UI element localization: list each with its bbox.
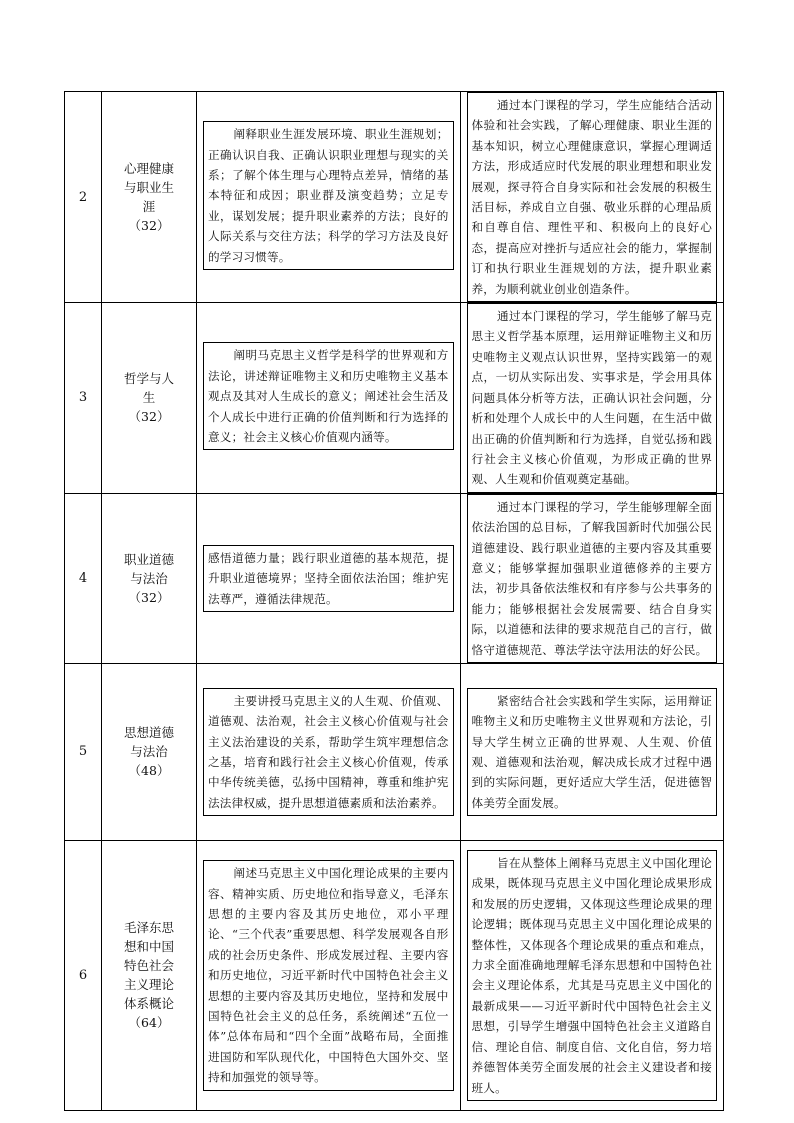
course-objectives-cell	[460, 663, 724, 840]
course-content: 阐释职业生涯发展环境、职业生涯规划；正确认识自我、正确认识职业理想与现实的关系；了解个体生理与心理特点差异，情绪的基本特征和成因；职业群及演变趋势；立足专业，谋划发展；提升职业素养的方法；良好的人际关系与交往方法；科学的学习方法及良好的学习习惯等。	[203, 121, 454, 270]
course-content-cell	[197, 663, 461, 840]
course-content-cell	[197, 303, 461, 494]
course-content-cell	[197, 92, 461, 303]
course-objectives-cell	[460, 493, 724, 663]
course-content: 阐述马克思主义中国化理论成果的主要内容、精神实质、历史地位和指导意义，毛泽东思想的主要内容及其历史地位，邓小平理论、“三个代表”重要思想、科学发展观各自形成的社会历史条件、形成发展过程、主要内容和历史地位，习近平新时代中国特色社会主义思想的主要内容及其历史地位，坚持和发展中国特色社会主义的总任务，系统阐述“五位一体”总体布局和“四个全面”战略布局，全面推进国防和军队现代化，中国特色大国外交、坚持和加强党的领导等。	[203, 860, 454, 1090]
row-number: 5	[65, 663, 102, 840]
table-row	[65, 493, 724, 663]
course-objectives-cell	[460, 840, 724, 1110]
course-content: 阐明马克思主义哲学是科学的世界观和方法论，讲述辩证唯物主义和历史唯物主义基本观点及其对人生成长的意义；阐述社会生活及个人成长中进行正确的价值判断和行为选择的意义；社会主义核心价值观内涵等。	[203, 342, 454, 450]
course-name: 哲学与人 生 （32）	[102, 303, 197, 494]
course-content-cell	[197, 493, 461, 663]
course-objectives-cell	[460, 303, 724, 494]
course-name: 思想道德 与法治 （48）	[102, 663, 197, 840]
course-objectives: 通过本门课程的学习，学生能够了解马克思主义哲学基本原理，运用辩证唯物主义和历史唯物主义观点认识世界，坚持实践第一的观点，一切从实际出发、实事求是，学会用具体问题具体分析等方法，正确认识社会问题，分析和处理个人成长中的人生问题，在生活中做出正确的价值判断和行为选择，自觉弘扬和践行社会主义核心价值观，为形成正确的世界观、人生观和价值观奠定基础。	[467, 303, 718, 493]
course-objectives: 通过本门课程的学习，学生能够理解全面依法治国的总目标，了解我国新时代加强公民道德建设、践行职业道德的主要内容及其重要意义；能够掌握加强职业道德修养的主要方法，初步具备依法维权和有序参与公共事务的能力；能够根据社会发展需要、结合自身实际，以道德和法律的要求规范自己的言行，做恪守道德规范、尊法学法守法用法的好公民。	[467, 494, 718, 663]
course-objectives-cell	[460, 92, 724, 303]
course-content: 感悟道德力量；践行职业道德的基本规范，提升职业道德境界；坚持全面依法治国；维护宪法尊严，遵循法律规范。	[203, 545, 454, 612]
table-row	[65, 92, 724, 303]
course-objectives: 通过本门课程的学习，学生应能结合活动体验和社会实践，了解心理健康、职业生涯的基本知识，树立心理健康意识，掌握心理调适方法，形成适应时代发展的职业理想和职业发展观，探寻符合自身实际和社会发展的积极生活目标，养成自立自强、敬业乐群的心理品质和自尊自信、理性平和、积极向上的良好心态，提高应对挫折与适应社会的能力，掌握制订和执行职业生涯规划的方法，提升职业素养，为顺利就业创业创造条件。	[467, 92, 718, 302]
course-content-cell	[197, 840, 461, 1110]
table-row	[65, 840, 724, 1110]
row-number: 4	[65, 493, 102, 663]
course-objectives: 紧密结合社会实践和学生实际，运用辩证唯物主义和历史唯物主义世界观和方法论，引导大学生树立正确的世界观、人生观、价值观、道德观和法治观，解决成长成才过程中遇到的实际问题，更好适应大学生活，促进德智体美劳全面发展。	[467, 688, 718, 816]
row-number: 3	[65, 303, 102, 494]
course-table	[64, 91, 724, 1111]
course-objectives: 旨在从整体上阐释马克思主义中国化理论成果，既体现马克思主义中国化理论成果形成和发展的历史逻辑，又体现这些理论成果的理论逻辑；既体现马克思主义中国化理论成果的 整体性，又体现各个理论成果的重点和难点，力求全面准确地理解毛泽东思想和中国特色社会主义理论体系，尤其是马克思主义中国化的最新成果——习近平新时代中国特色社会主义思想，引导学生增强中国特色社会主义道路自信、理论自信、制度自信、文化自信，努力培养德智体美劳全面发展的社会主义建设者和接班人。	[467, 850, 718, 1101]
course-name: 毛泽东思 想和中国 特色社会 主义理论 体系概论 （64）	[102, 840, 197, 1110]
course-content: 主要讲授马克思主义的人生观、价值观、道德观、法治观，社会主义核心价值观与社会主义法治建设的关系，帮助学生筑牢理想信念之基，培育和践行社会主义核心价值观，传承中华传统美德，弘扬中国精神，尊重和维护宪法法律权威，提升思想道德素质和法治素养。	[203, 688, 454, 816]
table-row	[65, 663, 724, 840]
course-name: 心理健康 与职业生 涯 （32）	[102, 92, 197, 303]
course-name: 职业道德 与法治 （32）	[102, 493, 197, 663]
table-row	[65, 303, 724, 494]
row-number: 6	[65, 840, 102, 1110]
row-number: 2	[65, 92, 102, 303]
